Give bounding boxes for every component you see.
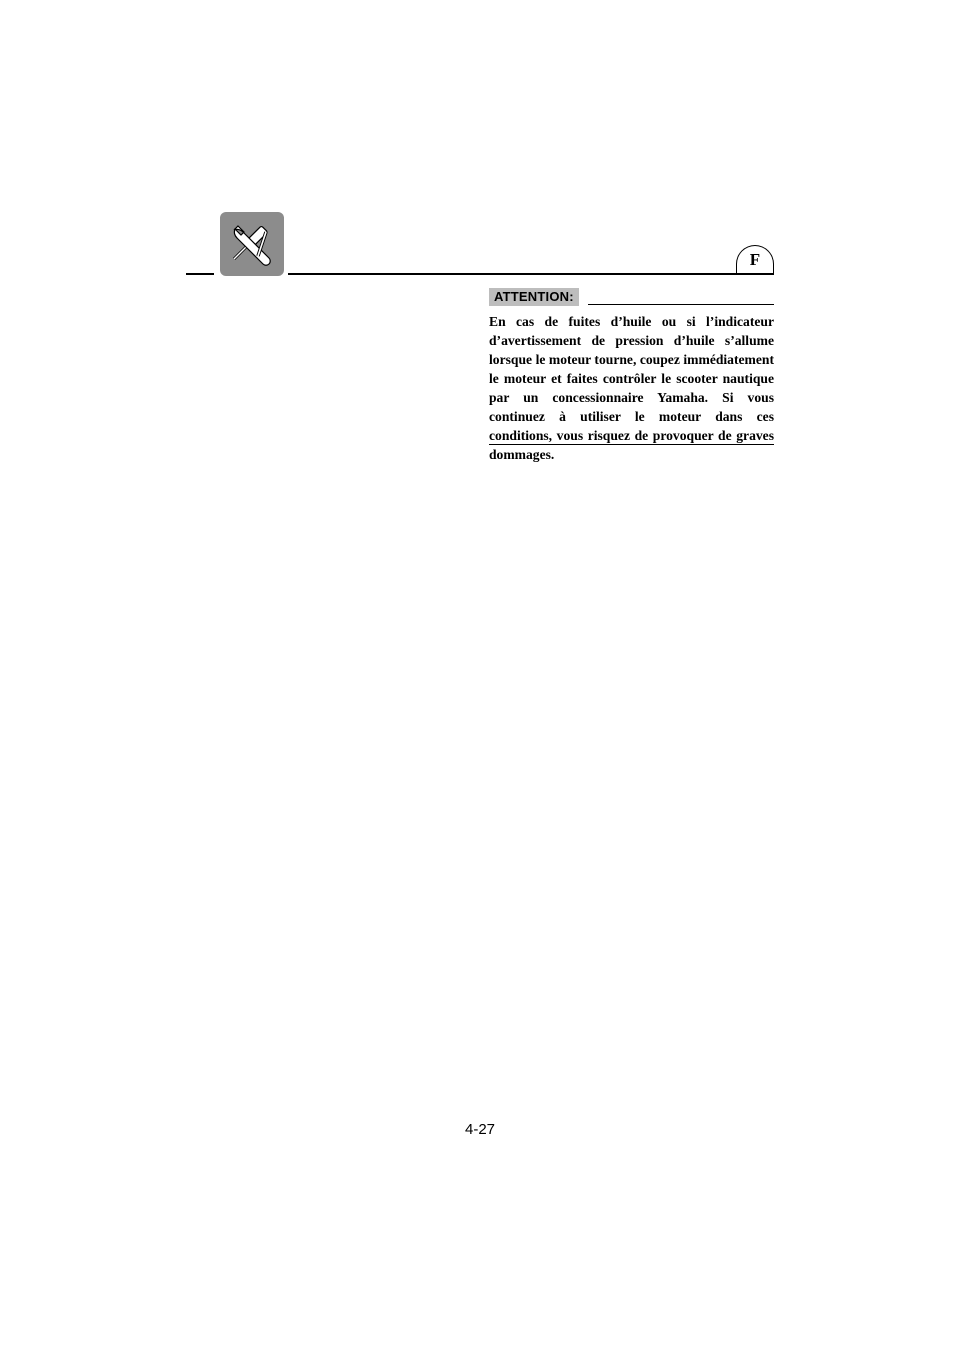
wrench-screwdriver-icon (220, 212, 284, 276)
caution-label: ATTENTION: (489, 288, 579, 306)
caution-text: En cas de fuites d’huile ou si l’indicateur d’avertissement de pression d’huile s’allume lorsque le moteur tourne, coupez immédiatement le moteur et faites contrôler le scooter nautique par un concessionnaire Yamaha. Si vous continuez à utiliser le moteur dans ces conditions, vous risquez de provoquer de graves dommages. (489, 314, 774, 462)
page-number: 4-27 (464, 1121, 496, 1138)
header-rule-left (186, 273, 214, 275)
language-badge: F (736, 245, 774, 273)
caution-header (489, 288, 774, 306)
caution-header-rule (588, 304, 774, 305)
header-rule-right (288, 273, 774, 275)
caution-bottom-rule (489, 444, 774, 445)
